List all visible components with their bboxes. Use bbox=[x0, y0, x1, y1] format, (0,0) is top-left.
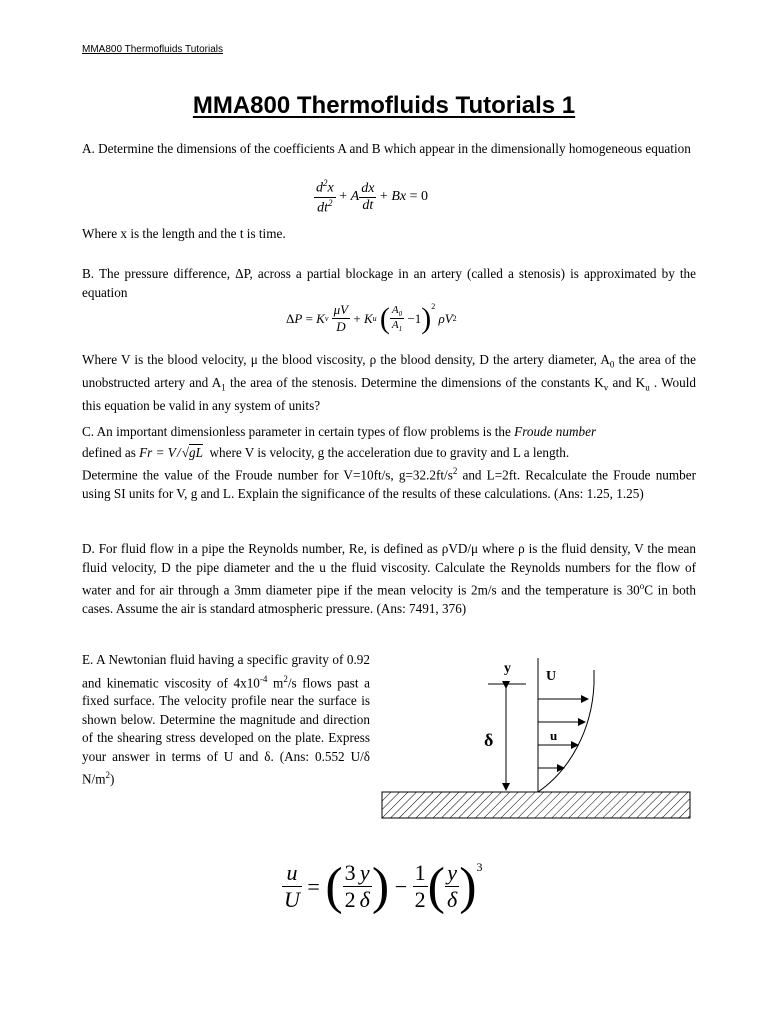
label-u: u bbox=[550, 728, 558, 743]
velocity-profile-diagram bbox=[380, 650, 692, 822]
running-head: MMA800 Thermofluids Tutorials bbox=[82, 44, 223, 55]
section-b-intro: B. The pressure difference, ΔP, across a partial blockage in an artery (called a stenosis) is approximated by the equation bbox=[82, 266, 696, 300]
section-a bbox=[82, 140, 696, 159]
section-c: C. An important dimensionless parameter in certain types of flow problems is the Froude number defined as Fr = V / √gL where V is velocity, g the acceleration due to gravity and L a length. Determine the value of the Froude number for V=10ft/s, $g=32.2ft/s^2$ and L=2ft. Recalculate the Froude number using SI units for V, g and L. Explain the significance of the results of these calculations. (Ans: 1.25, 1.25) bbox=[82, 424, 696, 501]
label-U: U bbox=[546, 669, 557, 684]
equation-b: Δ P = K v $\frac{\mu V}{D}$ + K u ( $\frac{A_0}{A_1}$ −1 ) $^2$ ρV 2 bbox=[286, 301, 457, 335]
page-title: MMA800 Thermofluids Tutorials 1 bbox=[192, 92, 576, 119]
section-d: D. For fluid flow in a pipe the Reynolds number, Re, is defined as ρVD/μ where ρ is the fluid density, V the mean fluid velocity, D the pipe diameter and the u the fluid viscosity. Calculate the Reynolds numbers for the flow of water and for air through a 3mm diameter pipe if the mean velocity is 2m/s and the temperature is 30$^o$C in both cases. Assume the air is standard atmospheric pressure. (Ans: 7491, 376) bbox=[82, 541, 697, 616]
label-delta: δ bbox=[484, 730, 494, 750]
equation-a: $\frac{d^2x}{dt^2}$ + A $\frac{dx}{dt}$ + Bx = 0 bbox=[316, 178, 428, 216]
fixed-surface bbox=[382, 792, 690, 818]
froude-formula: Fr = V / √gL bbox=[139, 444, 203, 460]
section-a-after: Where x is the length and the t is time. bbox=[82, 226, 286, 241]
section-e: E. A Newtonian fluid having a specific gravity of 0.92 and kinematic viscosity of $4x10^{-4}$ $m^2/s$ flows past a fixed surface. The velocity profile near the surface is shown below. Determine the magnitude and direction of the shearing stress developed on the plate. Express your answer in terms of U and δ. (Ans: 0.552 U/δ $N/m^2$) bbox=[82, 652, 370, 787]
velocity-profile-equation: $\frac{u}{U}$ = ( $\frac{3}{2}$ $\frac{y}{\delta}$ ) − $\frac{1}{2}$ ( $\frac{y}{\delta}$ ) $^3$ bbox=[284, 857, 483, 915]
section-b-after: Where V is the blood velocity, μ the blood viscosity, ρ the blood density, D the artery diameter, $A_0$ the area of the unobstructed artery and $A_1$ the area of the stenosis. Determine the dimensions of the constants $K_v$ and $K_u$ . Would this equation be valid in any system of units? bbox=[82, 352, 696, 414]
label-y: y bbox=[504, 661, 511, 676]
velocity-profile-curve bbox=[538, 670, 594, 792]
section-a-intro: A. Determine the dimensions of the coefficients A and B which appear in the dimensionally homogeneous equation bbox=[82, 141, 691, 156]
